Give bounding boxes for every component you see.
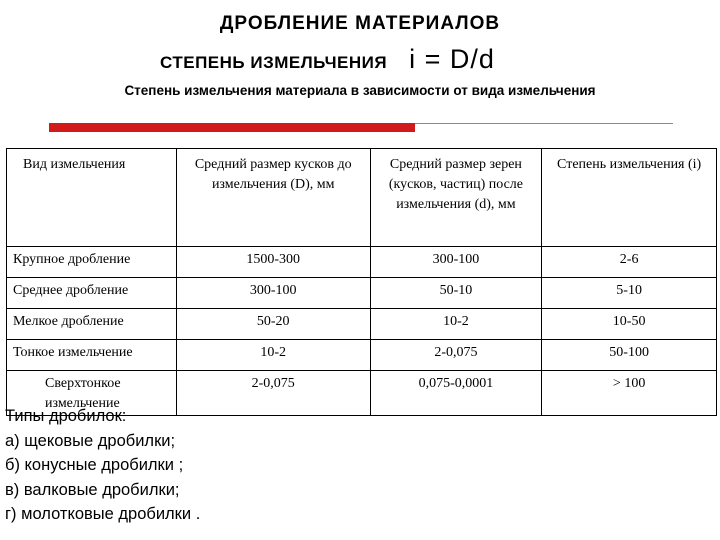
table-subtitle: Степень измельчения материала в зависимости от вида измельчения [124,83,596,98]
table-cell: 10-2 [176,340,370,371]
table-row [7,309,717,340]
table-cell: 50-10 [370,278,542,309]
table-cell: 2-6 [542,247,717,278]
table-cell: 1500-300 [176,247,370,278]
crusher-types-list [5,404,200,527]
table-header-row [7,149,717,247]
table-cell: 50-100 [542,340,717,371]
table-cell: 300-100 [370,247,542,278]
red-divider-bar [49,123,415,132]
list-item: а) щековые дробилки; [5,431,176,450]
crusher-types-heading: Типы дробилок: [5,407,127,425]
table-cell: Тонкое измельчение [7,340,177,371]
table-cell: Среднее дробление [7,278,177,309]
table-cell: 5-10 [542,278,717,309]
table-cell: Крупное дробление [7,247,177,278]
list-item: г) молотковые дробилки . [5,505,201,523]
table-row [7,278,717,309]
header-cell: Вид измельчения [7,149,177,247]
list-item: б) конусные дробилки ; [5,456,184,474]
table-cell: Сверхтонкое измельчение [7,371,177,416]
table-cell: 0,075-0,0001 [370,371,542,416]
header-cell: Средний размер кусков до измельчения (D), мм [176,149,370,247]
degree-formula-line [160,44,495,75]
table-cell: 10-2 [370,309,542,340]
header-cell: Степень измельчения (i) [542,149,717,247]
table-row [7,340,717,371]
list-item: в) валковые дробилки; [5,480,180,499]
header-cell: Средний размер зерен (кусков, частиц) после измельчения (d), мм [370,149,542,247]
table-cell: 300-100 [176,278,370,309]
table-row [7,247,717,278]
table-cell: 50-20 [176,309,370,340]
table-cell: 2-0,075 [370,340,542,371]
gray-divider-line [415,123,673,124]
slide-title: ДРОБЛЕНИЕ МАТЕРИАЛОВ [219,13,501,34]
degree-label: СТЕПЕНЬ ИЗМЕЛЬЧЕНИЯ [160,53,388,72]
table-cell: 10-50 [542,309,717,340]
comminution-table [6,148,717,416]
table-cell: > 100 [542,371,717,416]
table-cell: 2-0,075 [176,371,370,416]
table-cell: Мелкое дробление [7,309,177,340]
formula: i = D/d [409,44,495,74]
